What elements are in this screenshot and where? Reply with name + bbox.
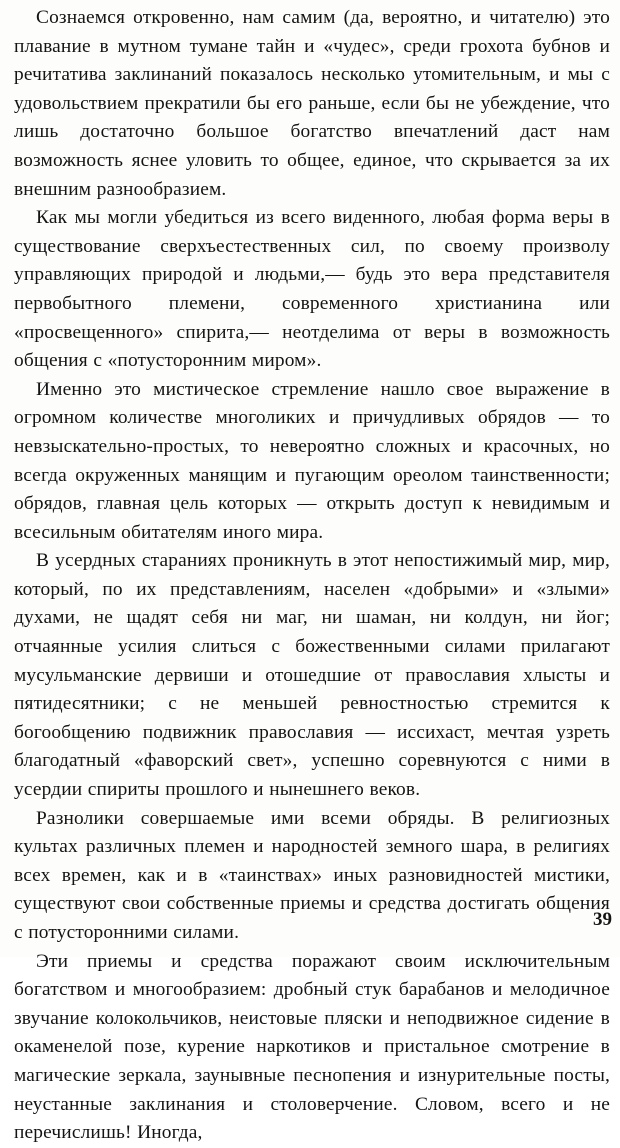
paragraph-2: Как мы могли убедиться из всего виденного, любая форма веры в существование сверхъестественных сил, по своему произволу управляющих природой и людьми,— будь это вера представителя первобытного племени, современного христианина или «просвещенного» спирита,— неотделима от веры в возможность общения с «потусторонним миром». <box>14 207 610 372</box>
paragraph-4: В усердных стараниях проникнуть в этот непостижимый мир, мир, который, по их представлениям, населен «добрыми» и «злыми» духами, не щадят себя ни маг, ни шаман, ни колдун, ни йог; отчаянные усилия слиться с божественными силами прилагают мусульманские дервиши и отошедшие от православия хлысты и пятидесятники; с не меньшей ревностностью стремится к богообщению подвижник православия — иссихаст, мечтая узреть благодатный «фаворский свет», успешно соревнуются с ними в усердии спириты прошлого и нынешнего веков. <box>14 550 610 801</box>
paragraph-6: Эти приемы и средства поражают своим исключительным богатством и многообразием: дробный стук барабанов и мелодичное звучание колокольчиков, неистовые пляски и неподвижное сидение в окаменелой позе, курение наркотиков и пристальное смотрение в магические зеркала, заунывные песнопения и изнурительные посты, неустанные заклинания и столоверчение. Словом, всего и не перечислишь! Иногда, <box>14 950 610 1144</box>
paragraph-3: Именно это мистическое стремление нашло свое выражение в огромном количестве многоликих и причудливых обрядов — то невзыскательно-простых, то невероятно сложных и красочных, но всегда окруженных манящим и пугающим ореолом таинственности; обрядов, главная цель которых — открыть доступ к невидимым и всесильным обитателям иного мира. <box>14 378 610 543</box>
paragraph-1: Сознаемся откровенно, нам самим (да, вероятно, и читателю) это плавание в мутном тумане тайн и «чудес», среди грохота бубнов и речитатива заклинаний показалось несколько утомительным, и мы с удовольствием прекратили бы его раньше, если бы не убеждение, что лишь достаточно большое богатство впечатлений даст нам возможность яснее уловить то общее, единое, что скрывается за их внешним разнообразием. <box>14 7 610 200</box>
paragraph-5: Разнолики совершаемые ими всеми обряды. В религиозных культах различных племен и народностей земного шара, в религиях всех времен, как и в «таинствах» иных разновидностей мистики, существуют свои собственные приемы и средства достигать общения с потусторонними силами. <box>14 807 610 943</box>
page-number: 39 <box>593 909 612 930</box>
body-text <box>14 4 610 1148</box>
